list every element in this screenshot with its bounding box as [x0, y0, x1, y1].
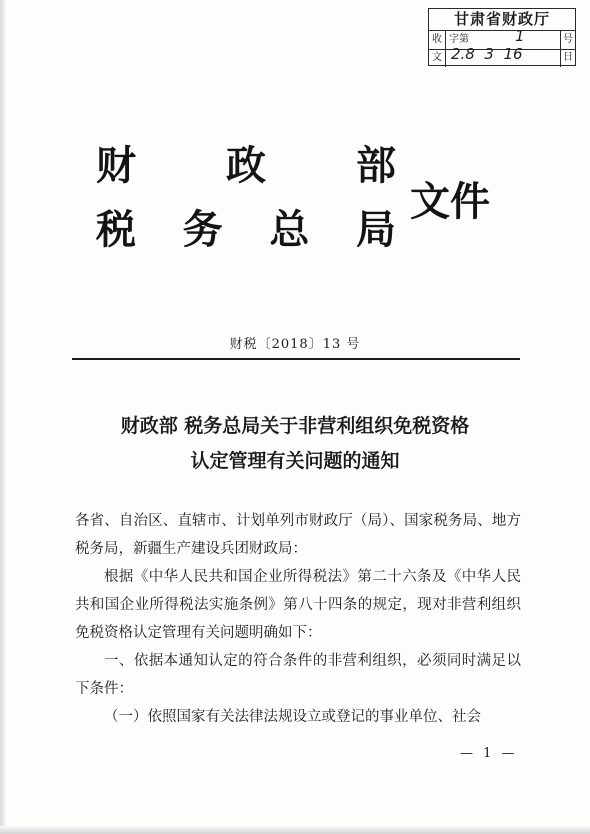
stamp-side-label: 文: [429, 49, 446, 67]
document-number: 财税〔2018〕13 号: [229, 337, 361, 352]
issuer-char: 政: [226, 143, 266, 189]
body-paragraph: 一、依据本通知认定的符合条件的非营利组织，必须同时满足以下条件：: [75, 653, 521, 697]
stamp-side-label: 收: [429, 31, 446, 49]
issuer-char: 总: [269, 207, 310, 253]
stamp-number-label: 字第: [449, 34, 469, 45]
issuer-char: 局: [355, 207, 396, 253]
header-divider: [72, 358, 520, 360]
issuer-line-1: [96, 143, 396, 189]
stamp-handwritten-number: 1: [515, 27, 525, 45]
page-bottom-shadow: [0, 826, 590, 834]
body-paragraph: 根据《中华人民共和国企业所得税法》第二十六条及《中华人民共和国企业所得税法实施条例》第八十四条的规定，现对非营利组织免税资格认定管理有关问题明确如下：: [75, 569, 521, 641]
issuer-char: 务: [182, 207, 223, 253]
stamp-number-suffix: 号: [560, 31, 575, 49]
document-type-label: 文件: [410, 179, 490, 225]
body-paragraph: （一）依照国家有关法律法规设立或登记的事业单位、社会: [104, 709, 481, 725]
receipt-stamp: [428, 8, 576, 66]
stamp-handwritten-date: 2.8 3 16: [451, 45, 523, 63]
issuer-char: 财: [96, 143, 136, 189]
document-title-line-2: 认定管理有关问题的通知: [190, 450, 400, 472]
addressee-paragraph: 各省、自治区、直辖市、计划单列市财政厅（局）、国家税务局、地方税务局，新疆生产建设兵团财政局：: [75, 513, 521, 557]
issuer-line-2: [96, 207, 396, 253]
issuer-char: 税: [96, 207, 136, 253]
stamp-row-date: [429, 45, 575, 67]
document-body: [75, 507, 521, 731]
stamp-date-suffix: 日: [560, 49, 575, 67]
stamp-org-name: 甘肃省财政厅: [429, 9, 575, 31]
page-number: — 1 —: [460, 746, 518, 761]
document-title-line-1: 财政部 税务总局关于非营利组织免税资格: [120, 415, 470, 437]
issuer-char: 部: [356, 143, 396, 189]
